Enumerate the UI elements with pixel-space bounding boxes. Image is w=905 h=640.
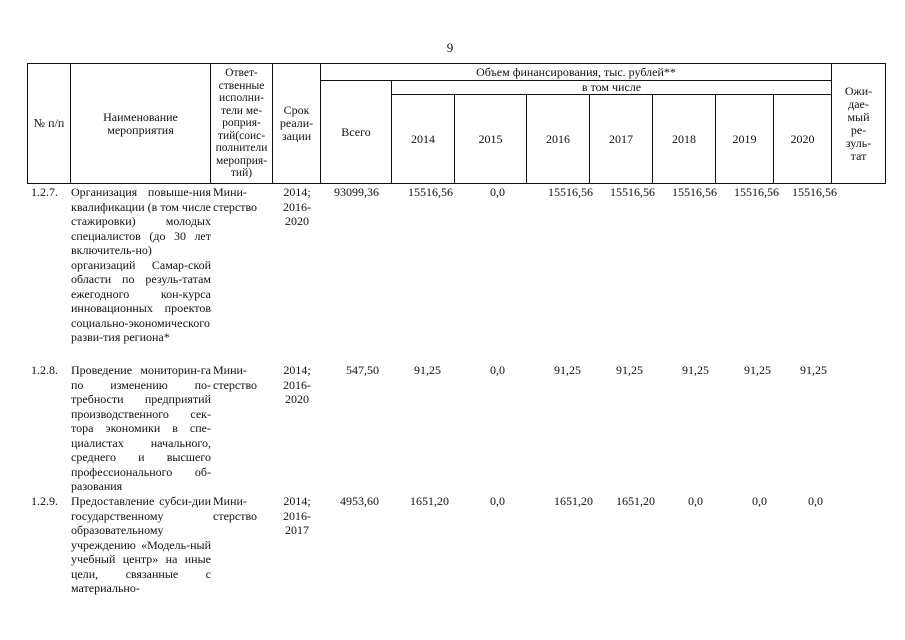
row-term: 2014; 2016-2017 xyxy=(283,494,311,537)
row-value-2020: 0,0 xyxy=(808,494,823,508)
row-value-2019: 15516,56 xyxy=(734,185,779,199)
table-body xyxy=(27,185,905,363)
header-term: Срок реали- зации xyxy=(273,64,321,184)
header-year-2016: 2016 xyxy=(527,95,590,184)
row-value-2018: 15516,56 xyxy=(672,185,717,199)
table-row xyxy=(27,494,905,604)
row-total: 547,50 xyxy=(346,363,379,377)
header-resp: Ответ- ственные исполни- тели ме- роприя- тий(соис- полнители мероприя- тий) xyxy=(211,64,273,184)
table-body-3 xyxy=(27,494,905,604)
row-number: 1.2.8. xyxy=(31,363,58,377)
page-number: 9 xyxy=(446,40,454,55)
header-year-2020: 2020 xyxy=(774,95,832,184)
row-value-2016: 91,25 xyxy=(554,363,581,377)
header-year-2014: 2014 xyxy=(392,95,455,184)
row-responsible: Мини-стерство xyxy=(213,363,258,392)
row-value-2014: 1651,20 xyxy=(410,494,449,508)
row-total: 4953,60 xyxy=(340,494,379,508)
row-value-2014: 15516,56 xyxy=(408,185,453,199)
header-total: Всего xyxy=(321,81,392,184)
header-year-2017: 2017 xyxy=(590,95,653,184)
row-value-2016: 1651,20 xyxy=(554,494,593,508)
row-name: Предоставление субси-дии государственному образовательному учреждению «Модель-ный учебный центр» на иные цели, связанные с материально- xyxy=(71,494,211,595)
row-number: 1.2.7. xyxy=(31,185,58,199)
header-year-2015: 2015 xyxy=(455,95,527,184)
header-year-2019: 2019 xyxy=(716,95,774,184)
row-value-2017: 91,25 xyxy=(616,363,643,377)
row-value-2014: 91,25 xyxy=(414,363,441,377)
row-value-2018: 91,25 xyxy=(682,363,709,377)
row-value-2019: 0,0 xyxy=(752,494,767,508)
row-responsible: Мини-стерство xyxy=(213,185,258,214)
row-term: 2014; 2016-2020 xyxy=(283,185,311,228)
row-responsible: Мини-стерство xyxy=(213,494,258,523)
header-including: в том числе xyxy=(392,81,832,95)
row-value-2017: 1651,20 xyxy=(616,494,655,508)
row-name: Организация повыше-ния квалификации (в том числе стажировки) молодых специалистов (до 30 лет включитель-но) организаций Самар-ской области по резуль-татам ежегодного кон-курса инновационных проектов социально-экономического разви-тия региона* xyxy=(71,185,211,344)
header-table xyxy=(27,63,886,184)
header-funding: Объем финансирования, тыс. рублей** xyxy=(321,64,832,81)
row-value-2018: 0,0 xyxy=(688,494,703,508)
table-body-2 xyxy=(27,363,905,493)
row-value-2015: 0,0 xyxy=(490,363,505,377)
header-num: № п/п xyxy=(28,64,71,184)
row-name: Проведение мониторин-га по изменению по-требности предприятий производственного сек-тора экономики в спе-циалистах начального, среднего и высшего профессионального об-разования xyxy=(71,363,211,493)
row-value-2019: 91,25 xyxy=(744,363,771,377)
header-name: Наименование мероприятия xyxy=(71,64,211,184)
table-row xyxy=(27,363,905,493)
row-value-2020: 15516,56 xyxy=(792,185,837,199)
row-value-2015: 0,0 xyxy=(490,185,505,199)
row-number: 1.2.9. xyxy=(31,494,58,508)
header-result: Ожи- дае- мый ре- зуль- тат xyxy=(832,64,886,184)
header-year-2018: 2018 xyxy=(653,95,716,184)
table-row xyxy=(27,185,905,363)
row-value-2015: 0,0 xyxy=(490,494,505,508)
row-total: 93099,36 xyxy=(334,185,379,199)
row-value-2016: 15516,56 xyxy=(548,185,593,199)
row-term: 2014; 2016-2020 xyxy=(283,363,311,406)
row-value-2020: 91,25 xyxy=(800,363,827,377)
row-value-2017: 15516,56 xyxy=(610,185,655,199)
